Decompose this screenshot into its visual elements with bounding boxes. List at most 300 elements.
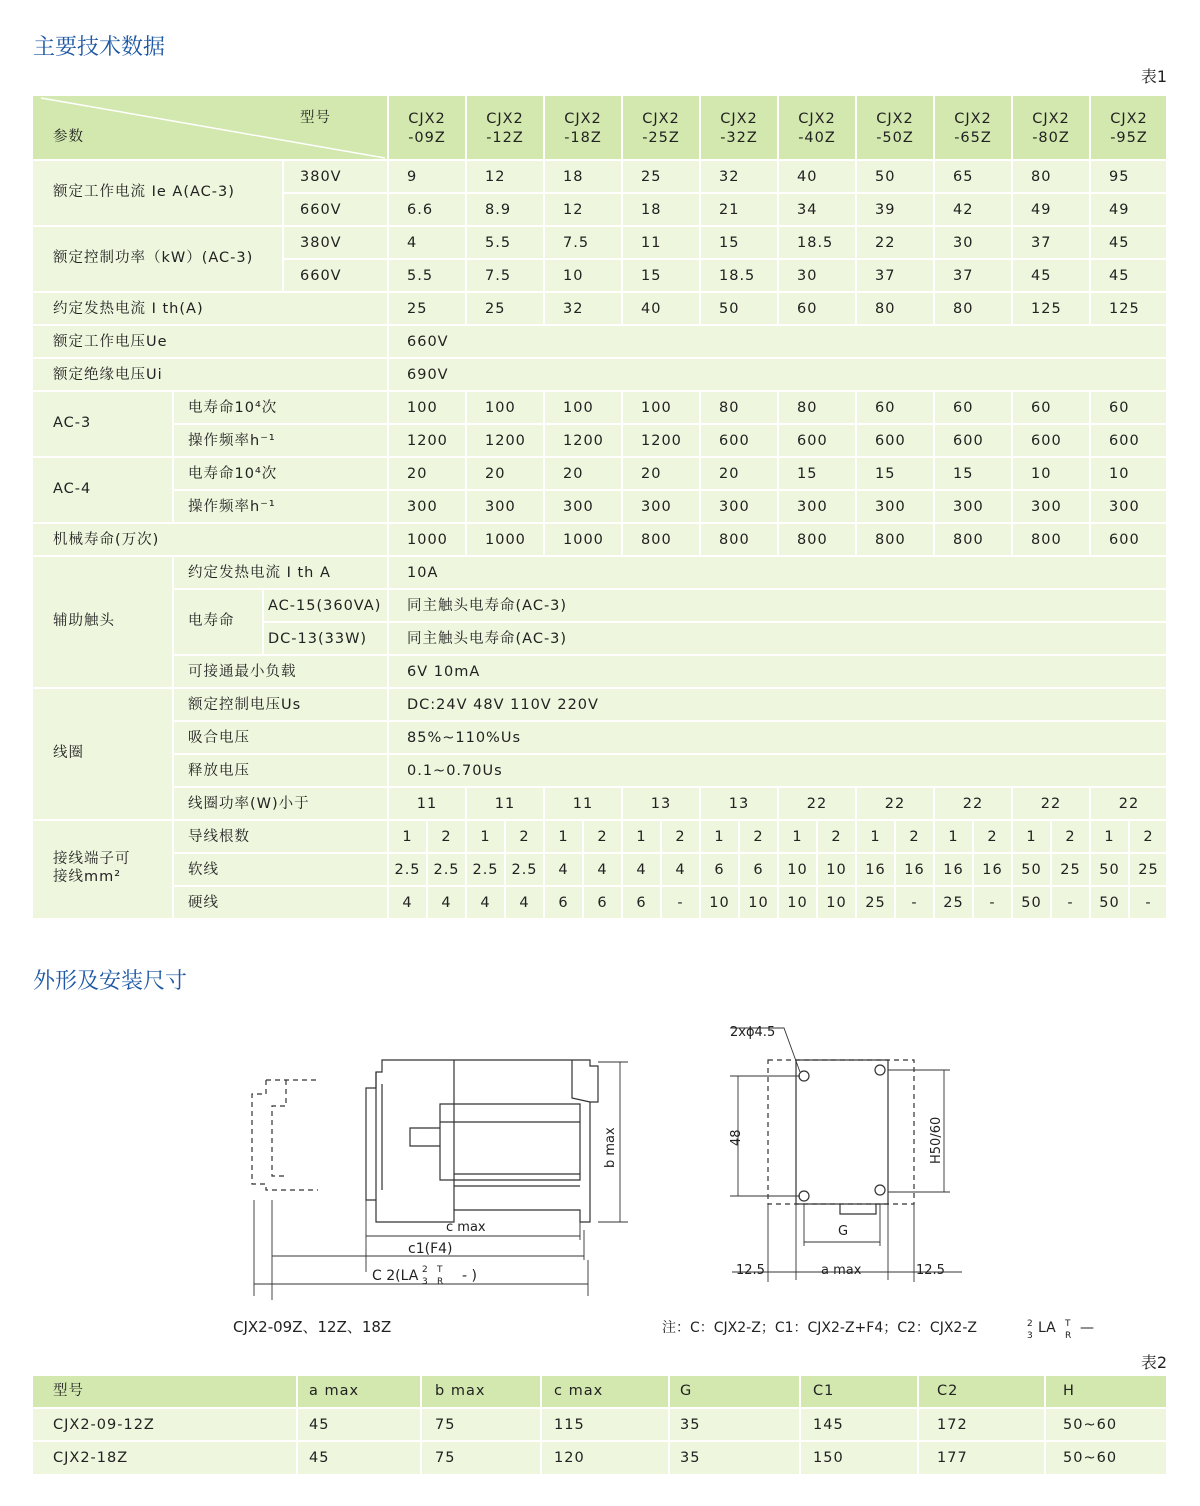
terminal-hard-value: -: [989, 895, 996, 911]
terminal-count-value: 1: [1026, 829, 1037, 845]
mech-life-value: 800: [641, 532, 672, 548]
coil-label: 线圈: [53, 745, 84, 761]
dim48-label: 48: [729, 1129, 744, 1146]
coil-power-value: 11: [572, 796, 594, 812]
row-divider: [173, 753, 1166, 755]
thermal-current-value: 80: [953, 301, 974, 317]
col-divider: [387, 160, 389, 919]
right125-label: 12.5: [916, 1263, 945, 1278]
drawing-caption: CJX2-09Z、12Z、18Z: [233, 1318, 392, 1336]
voltage-380-label: 380V: [300, 235, 342, 251]
ac4-life-value: 20: [719, 466, 740, 482]
insulation-voltage-label: 额定绝缘电压Ui: [53, 367, 163, 383]
aux-dc13-value: 同主触头电寿命(AC-3): [407, 631, 568, 647]
voltage-660-label: 660V: [300, 202, 342, 218]
row-divider: [173, 423, 1166, 425]
col-divider: [543, 787, 545, 919]
terminal-hard-value: 4: [480, 895, 491, 911]
col-divider: [1050, 820, 1052, 919]
terminal-count-value: 1: [636, 829, 647, 845]
row-divider: [173, 588, 1166, 590]
rated-power-660-value: 15: [641, 268, 662, 284]
thermal-current-value: 80: [875, 301, 896, 317]
ac3-label: AC-3: [53, 415, 92, 431]
model-header: CJX2 -12Z: [486, 111, 524, 146]
note-tail: —: [1080, 1320, 1094, 1336]
mech-life-value: 800: [953, 532, 984, 548]
dim-header: C2: [937, 1383, 959, 1399]
dim-cell: 145: [813, 1417, 844, 1433]
row-divider: [33, 1407, 1166, 1409]
col-divider: [172, 556, 174, 919]
rated-power-380-value: 22: [875, 235, 896, 251]
mech-life-value: 1000: [563, 532, 604, 548]
dim-header: c max: [554, 1383, 604, 1399]
aux-minload-value: 6V 10mA: [407, 664, 481, 680]
coil-pull-label: 吸合电压: [188, 730, 250, 746]
terminal-count-value: 1: [402, 829, 413, 845]
terminal-soft-value: 4: [597, 862, 608, 878]
ac3-life-value: 80: [797, 400, 818, 416]
mech-life-value: 1000: [485, 532, 526, 548]
ac4-freq-value: 300: [719, 499, 750, 515]
col-divider: [1011, 160, 1013, 325]
aux-ac15-value: 同主触头电寿命(AC-3): [407, 598, 568, 614]
dim-cell: 177: [937, 1450, 968, 1466]
col-divider: [621, 96, 623, 160]
terminal-soft-value: 4: [675, 862, 686, 878]
col-divider: [282, 160, 284, 292]
rated-power-660-value: 30: [797, 268, 818, 284]
row-divider: [283, 258, 1166, 260]
terminal-count-value: 2: [519, 829, 530, 845]
col-divider: [816, 820, 818, 919]
ac3-freq-value: 1200: [563, 433, 604, 449]
coil-power-value: 22: [1118, 796, 1140, 812]
row-divider: [33, 555, 1166, 557]
thermal-current-value: 40: [641, 301, 662, 317]
ac4-life-value: 20: [407, 466, 428, 482]
ac4-freq-value: 300: [1031, 499, 1062, 515]
ac3-freq-value: 1200: [407, 433, 448, 449]
ac3-freq-value: 1200: [485, 433, 526, 449]
row-divider: [33, 159, 1166, 161]
dim-cell: 172: [937, 1417, 968, 1433]
terminal-hard-value: -: [677, 895, 684, 911]
coil-power-value: 13: [650, 796, 672, 812]
thermal-current-value: 60: [797, 301, 818, 317]
rated-voltage-label: 额定工作电压Ue: [53, 334, 168, 350]
col-divider: [699, 391, 701, 556]
terminal-soft-value: 16: [865, 862, 886, 878]
terminal-soft-value: 50: [1099, 862, 1120, 878]
row-divider: [33, 1440, 1166, 1442]
row-divider: [173, 786, 1166, 788]
thermal-current-value: 50: [719, 301, 740, 317]
row-divider: [33, 357, 1166, 359]
col-divider: [1128, 820, 1130, 919]
model-header: CJX2 -32Z: [720, 111, 758, 146]
ac3-freq-value: 600: [719, 433, 750, 449]
terminal-hard-value: 50: [1021, 895, 1042, 911]
col-divider: [420, 1376, 422, 1474]
col-divider: [621, 160, 623, 325]
col-divider: [699, 96, 701, 160]
dim-cell: 120: [554, 1450, 585, 1466]
rated-current-660-value: 21: [719, 202, 740, 218]
c2-label: C 2(LA: [372, 1268, 419, 1284]
ac3-life-value: 80: [719, 400, 740, 416]
col-divider: [426, 820, 428, 919]
terminal-count-value: 2: [987, 829, 998, 845]
terminal-hard-value: 6: [558, 895, 569, 911]
col-divider: [933, 96, 935, 160]
ac4-freq-value: 300: [875, 499, 906, 515]
rated-current-label: 额定工作电流 Ie A(AC-3): [53, 184, 235, 200]
rated-power-380-value: 30: [953, 235, 974, 251]
dim-cell: 150: [813, 1450, 844, 1466]
rated-power-660-value: 7.5: [485, 268, 512, 284]
row-divider: [173, 852, 1166, 854]
coil-power-label: 线圈功率(W)小于: [188, 796, 310, 812]
ac3-life-label: 电寿命10⁴次: [188, 400, 278, 416]
col-divider: [465, 787, 467, 919]
ac3-life-value: 100: [641, 400, 672, 416]
coil-power-value: 11: [494, 796, 516, 812]
model-header: CJX2 -09Z: [408, 111, 446, 146]
coil-pull-value: 85%~110%Us: [407, 730, 521, 746]
ac4-freq-label: 操作频率h⁻¹: [188, 499, 276, 515]
row-divider: [33, 225, 1166, 227]
aux-ac15-label: AC-15(360VA): [268, 598, 382, 614]
ac4-freq-value: 300: [953, 499, 984, 515]
dim-header: G: [680, 1383, 693, 1399]
rated-current-380-value: 9: [407, 169, 418, 185]
terminal-soft-value: 2.5: [472, 862, 499, 878]
terminal-hard-value: 10: [826, 895, 847, 911]
c2-frac-top: 2: [422, 1265, 428, 1275]
col-divider: [777, 160, 779, 325]
col-divider: [933, 391, 935, 556]
col-divider: [777, 787, 779, 919]
terminal-soft-value: 10: [826, 862, 847, 878]
terminal-soft-value: 25: [1060, 862, 1081, 878]
col-divider: [465, 160, 467, 325]
rated-power-380-value: 15: [719, 235, 740, 251]
ac3-freq-value: 600: [797, 433, 828, 449]
ac3-freq-value: 600: [1109, 433, 1140, 449]
mech-life-value: 800: [797, 532, 828, 548]
note-t: T: [1065, 1319, 1071, 1329]
terminal-soft-value: 6: [753, 862, 764, 878]
dim-header: b max: [435, 1383, 486, 1399]
ac3-life-value: 100: [407, 400, 438, 416]
col-divider: [777, 96, 779, 160]
rated-power-660-value: 37: [875, 268, 896, 284]
terminal-count-label: 导线根数: [188, 829, 250, 845]
left125-label: 12.5: [736, 1263, 765, 1278]
terminal-soft-value: 2.5: [394, 862, 421, 878]
aux-life-label: 电寿命: [188, 613, 235, 629]
terminal-hard-value: 4: [402, 895, 413, 911]
coil-ctrl-voltage-value: DC:24V 48V 110V 220V: [407, 697, 599, 713]
dim-cell: 35: [680, 1450, 701, 1466]
ac4-label: AC-4: [53, 481, 92, 497]
aux-thermal-label: 约定发热电流 I th A: [188, 565, 331, 581]
row-divider: [283, 192, 1166, 194]
terminal-count-value: 1: [714, 829, 725, 845]
model-header: CJX2 -50Z: [876, 111, 914, 146]
col-divider: [699, 787, 701, 919]
row-divider: [33, 456, 1166, 458]
ac4-freq-value: 300: [797, 499, 828, 515]
col-divider: [738, 820, 740, 919]
rated-voltage-value: 660V: [407, 334, 449, 350]
thermal-current-value: 25: [485, 301, 506, 317]
rated-current-380-value: 12: [485, 169, 506, 185]
mech-life-value: 600: [1109, 532, 1140, 548]
col-divider: [1044, 1376, 1046, 1474]
model-header: CJX2 -95Z: [1110, 111, 1148, 146]
mech-life-value: 800: [875, 532, 906, 548]
rated-current-660-value: 8.9: [485, 202, 512, 218]
terminal-hard-label: 硬线: [188, 895, 219, 911]
terminal-hard-value: 50: [1099, 895, 1120, 911]
row-divider: [263, 621, 1166, 623]
row-divider: [173, 885, 1166, 887]
ac3-life-value: 100: [485, 400, 516, 416]
ac4-freq-value: 300: [563, 499, 594, 515]
col-divider: [262, 589, 264, 655]
aux-minload-label: 可接通最小负载: [188, 664, 297, 680]
terminal-count-value: 2: [1143, 829, 1154, 845]
model-header: CJX2 -25Z: [642, 111, 680, 146]
col-divider: [799, 1376, 801, 1474]
rated-current-380-value: 50: [875, 169, 896, 185]
col-divider: [660, 820, 662, 919]
terminal-soft-value: 10: [787, 862, 808, 878]
row-divider: [33, 324, 1166, 326]
col-divider: [1089, 160, 1091, 325]
ac3-freq-value: 1200: [641, 433, 682, 449]
ac3-freq-label: 操作频率h⁻¹: [188, 433, 276, 449]
header-model: 型号: [300, 110, 331, 126]
col-divider: [933, 787, 935, 919]
rated-current-660-value: 12: [563, 202, 584, 218]
ac3-life-value: 60: [953, 400, 974, 416]
terminal-soft-value: 4: [558, 862, 569, 878]
col-divider: [1089, 96, 1091, 160]
ac4-life-value: 20: [485, 466, 506, 482]
section-title-dimensions: 外形及安装尺寸: [33, 969, 188, 994]
c2-frac-bot: 3: [422, 1277, 428, 1287]
g-label: G: [838, 1224, 849, 1239]
rated-power-380-value: 4: [407, 235, 418, 251]
terminal-hard-value: 10: [709, 895, 730, 911]
dim-header: a max: [309, 1383, 360, 1399]
rated-power-660-value: 18.5: [719, 268, 756, 284]
row-divider: [33, 291, 1166, 293]
col-divider: [540, 1376, 542, 1474]
rated-current-380-value: 80: [1031, 169, 1052, 185]
row-divider: [33, 390, 1166, 392]
row-divider: [33, 918, 1166, 920]
note-r: R: [1065, 1331, 1072, 1341]
terminal-count-value: 1: [948, 829, 959, 845]
insulation-voltage-value: 690V: [407, 367, 449, 383]
dim-header: H: [1063, 1383, 1075, 1399]
ac4-freq-value: 300: [641, 499, 672, 515]
aux-thermal-value: 10A: [407, 565, 439, 581]
ac4-life-label: 电寿命10⁴次: [188, 466, 278, 482]
terminal-hard-value: 25: [865, 895, 886, 911]
note-frac-bot: 3: [1027, 1331, 1033, 1341]
rated-power-380-value: 5.5: [485, 235, 512, 251]
ac3-freq-value: 600: [953, 433, 984, 449]
dim-cell: 45: [309, 1417, 330, 1433]
col-divider: [933, 160, 935, 325]
row-divider: [173, 654, 1166, 656]
terminal-soft-value: 4: [636, 862, 647, 878]
terminal-count-value: 2: [675, 829, 686, 845]
terminal-hard-value: 4: [519, 895, 530, 911]
terminal-hard-value: 10: [748, 895, 769, 911]
dimension-table: [33, 1376, 1166, 1474]
col-divider: [296, 1376, 298, 1474]
col-divider: [855, 787, 857, 919]
terminal-hard-value: 25: [943, 895, 964, 911]
ac3-life-value: 60: [1109, 400, 1130, 416]
terminal-label: [53, 850, 131, 886]
col-divider: [1011, 391, 1013, 556]
dim-cell: 75: [435, 1417, 456, 1433]
model-header: CJX2 -18Z: [564, 111, 602, 146]
coil-power-value: 22: [1040, 796, 1062, 812]
terminal-soft-value: 16: [982, 862, 1003, 878]
rated-current-660-value: 34: [797, 202, 818, 218]
row-divider: [173, 489, 1166, 491]
voltage-660-label: 660V: [300, 268, 342, 284]
mech-life-label: 机械寿命(万次): [53, 532, 160, 548]
terminal-hard-value: -: [1067, 895, 1074, 911]
terminal-soft-value: 16: [943, 862, 964, 878]
ac3-freq-value: 600: [875, 433, 906, 449]
ac3-life-value: 60: [1031, 400, 1052, 416]
c2-r: R: [437, 1277, 444, 1287]
col-divider: [917, 1376, 919, 1474]
ac3-life-value: 60: [875, 400, 896, 416]
ac3-life-value: 100: [563, 400, 594, 416]
rated-power-380-value: 7.5: [563, 235, 590, 251]
table1-label: 表1: [1140, 67, 1167, 86]
terminal-count-value: 2: [909, 829, 920, 845]
terminal-count-value: 1: [1104, 829, 1115, 845]
cmax-label: c max: [446, 1220, 486, 1235]
coil-release-label: 释放电压: [188, 763, 250, 779]
rated-current-660-value: 18: [641, 202, 662, 218]
terminal-soft-value: 16: [904, 862, 925, 878]
c2-tail: - ): [462, 1268, 477, 1284]
col-divider: [894, 820, 896, 919]
rated-current-380-value: 32: [719, 169, 740, 185]
dim-header: C1: [813, 1383, 835, 1399]
terminal-label-line1: 接线端子可: [53, 851, 131, 867]
rated-current-660-value: 39: [875, 202, 896, 218]
dim-cell: 50~60: [1063, 1450, 1118, 1466]
terminal-count-value: 2: [753, 829, 764, 845]
ac4-life-value: 15: [797, 466, 818, 482]
mech-life-value: 800: [1031, 532, 1062, 548]
terminal-count-value: 1: [558, 829, 569, 845]
rated-current-660-value: 42: [953, 202, 974, 218]
col-divider: [387, 96, 389, 160]
section-title-tech-data: 主要技术数据: [33, 35, 166, 60]
rated-current-380-value: 65: [953, 169, 974, 185]
col-divider: [543, 391, 545, 556]
bmax-label: b max: [603, 1127, 618, 1168]
terminal-hard-value: -: [911, 895, 918, 911]
mech-life-value: 800: [719, 532, 750, 548]
c2-t: T: [437, 1265, 443, 1275]
terminal-label-line2: 接线mm²: [53, 869, 122, 885]
ac4-freq-value: 300: [407, 499, 438, 515]
dim-cell: CJX2-09-12Z: [53, 1417, 155, 1433]
drawing-note: 注：C：CJX2-Z；C1：CJX2-Z+F4；C2：CJX2-Z: [662, 1320, 977, 1336]
rated-power-660-value: 10: [563, 268, 584, 284]
col-divider: [543, 160, 545, 325]
ac4-life-value: 10: [1109, 466, 1130, 482]
col-divider: [1089, 787, 1091, 919]
header-diagonal: [33, 96, 388, 160]
ac4-freq-value: 300: [485, 499, 516, 515]
col-divider: [465, 391, 467, 556]
terminal-hard-value: 4: [441, 895, 452, 911]
row-divider: [33, 522, 1166, 524]
col-divider: [855, 391, 857, 556]
col-divider: [855, 160, 857, 325]
coil-power-value: 22: [884, 796, 906, 812]
coil-ctrl-voltage-label: 额定控制电压Us: [188, 697, 302, 713]
table2-label: 表2: [1140, 1353, 1167, 1372]
row-divider: [173, 720, 1166, 722]
terminal-hard-value: 6: [597, 895, 608, 911]
rated-current-380-value: 95: [1109, 169, 1130, 185]
coil-power-value: 22: [806, 796, 828, 812]
col-divider: [699, 160, 701, 325]
rated-power-660-value: 37: [953, 268, 974, 284]
dim-cell: CJX2-18Z: [53, 1450, 129, 1466]
ac4-life-value: 15: [953, 466, 974, 482]
ac4-life-value: 20: [563, 466, 584, 482]
dim-cell: 45: [309, 1450, 330, 1466]
rated-power-660-value: 45: [1031, 268, 1052, 284]
col-divider: [172, 391, 174, 523]
dim-cell: 35: [680, 1417, 701, 1433]
hole-label: 2xϕ4.5: [730, 1025, 776, 1040]
col-divider: [465, 96, 467, 160]
h5060-label: H50/60: [929, 1116, 944, 1164]
col-divider: [777, 391, 779, 556]
ac4-life-value: 10: [1031, 466, 1052, 482]
dim-cell: 115: [554, 1417, 585, 1433]
aux-contact-label: 辅助触头: [53, 613, 115, 629]
rated-current-380-value: 40: [797, 169, 818, 185]
terminal-soft-value: 2.5: [511, 862, 538, 878]
terminal-count-value: 2: [597, 829, 608, 845]
terminal-hard-value: 6: [636, 895, 647, 911]
terminal-soft-value: 25: [1138, 862, 1159, 878]
ac4-life-value: 20: [641, 466, 662, 482]
